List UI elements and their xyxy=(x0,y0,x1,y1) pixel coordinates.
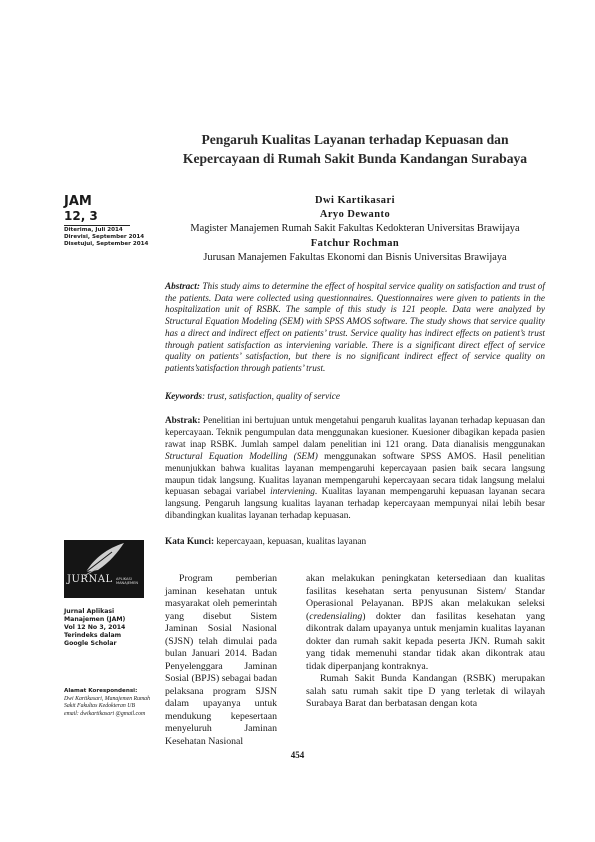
page-number: 454 xyxy=(290,750,305,760)
article-title xyxy=(165,130,545,168)
article-dates xyxy=(64,227,148,249)
author-name: Fatchur Rochman xyxy=(310,237,400,249)
body-term: credensialing xyxy=(309,610,363,622)
journal-index-info xyxy=(64,608,150,648)
keywords-indonesian xyxy=(165,537,545,547)
correspondence-address xyxy=(64,688,150,718)
journal-cover-image xyxy=(64,540,144,598)
correspondence-label: Alamat Korespondensi: xyxy=(64,688,138,694)
abstract-indonesian xyxy=(165,416,545,523)
abstrak-label: Abstrak: xyxy=(165,416,201,426)
feather-quill-icon xyxy=(64,540,144,598)
abstrak-text: . Kualitas layanan mempengaruhi kepuasan layanan secara langsung. Pengaruh langsung kualitas layanan terhadap kepercayaan mempunyai nilai lebih besar dibandingkan kualitas layanan terhadap kepuasan. xyxy=(165,487,545,522)
body-paragraph xyxy=(306,573,545,673)
body-text: akan melakukan peningkatan ketersediaan dan kualitas fasilitas kesehatan serta penyusunan Sistem/ Standar Operasional Pelayanan. BPJS akan melakukan seleksi ( xyxy=(306,573,545,622)
keywords-english xyxy=(165,392,545,402)
cover-brand: JURNAL xyxy=(67,574,113,585)
author-block xyxy=(165,194,545,265)
author-name: Dwi Kartikasari xyxy=(315,195,395,206)
title-line-1: Pengaruh Kualitas Layanan terhadap Kepuasan dan xyxy=(201,132,509,147)
date-revised: Direvisi, September 2014 xyxy=(64,234,145,241)
journal-volume: 12, 3 xyxy=(64,209,130,226)
title-line-2: Kepercayaan di Rumah Sakit Bunda Kandangan Surabaya xyxy=(182,151,528,166)
body-paragraph: Rumah Sakit Bunda Kandangan (RSBK) merupakan salah satu rumah sakit tipe D yang terletak di wilayah Surabaya Barat dan berbatasan dengan kota xyxy=(306,673,545,709)
journal-name: JAM xyxy=(64,194,92,209)
body-column-left xyxy=(165,573,277,748)
cover-subtitle-line: MANAJEMEN xyxy=(116,581,139,586)
author-affiliation: Magister Manajemen Rumah Sakit Fakultas Kedokteran Universitas Brawijaya xyxy=(190,223,520,235)
date-accepted: Disetujui, September 2014 xyxy=(64,241,149,248)
abstrak-text: Penelitian ini bertujuan untuk mengetahui pengaruh kualitas layanan terhadap kepuasan dan kepercayaan. Teknik pengumpulan data menggunakan kuesioner. Kuesioner dibagikan kepada pasien rawat inap RSBK. Jumlah sampel dalam penelitian ini 121 orang. Data dianalisis menggunakan xyxy=(165,416,545,450)
author-name: Aryo Dewanto xyxy=(319,209,391,221)
date-received: Diterima, Juli 2014 xyxy=(64,227,123,233)
kata-kunci-text: kepercayaan, kepuasan, kualitas layanan xyxy=(214,537,367,547)
cover-info-line: Terindeks dalam xyxy=(64,632,122,639)
journal-sidebar xyxy=(64,194,148,249)
cover-info-line: Jurnal Aplikasi xyxy=(64,608,115,615)
keywords-label: Keywords xyxy=(165,392,202,402)
body-column-right xyxy=(306,573,545,711)
cover-info-line: Google Scholar xyxy=(64,640,117,647)
abstrak-interviening-term: interviening xyxy=(270,487,315,498)
cover-subtitle-line: APLIKASI xyxy=(116,577,132,581)
author-affiliation: Jurusan Manajemen Fakultas Ekonomi dan Bisnis Universitas Brawijaya xyxy=(203,251,507,263)
body-text: ) dokter dan fasilitas kesehatan yang dikontrak dalam upayanya untuk menjamin kualitas layanan dokter dan rumah sakit kepada peserta JKN. Rumah sakit yang tidak memenuhi standar tidak akan dikontrak atau tidak diperpanjang kontraknya. xyxy=(306,610,545,672)
abstrak-text: menggunakan software SPSS AMOS. Hasil penelitian menunjukkan bahwa kualitas layanan mempengaruhi kepercayaan pasien baik secara langsung maupun tidak langsung. Kualitas layanan mempengaruhi kepercayaan secara tidak langsung melalui kepuasan sebagai variabel xyxy=(165,451,545,498)
abstract-english xyxy=(165,282,545,376)
abstract-text: This study aims to determine the effect of hospital service quality on satisfaction and trust of the patients. Data were collected using questionnaires. Questionnaires were given to patients in the hospitalization unit of RSBK. The sample of this study is 121 people. Data were analyzed by Structural Equation Modeling (SEM) with SPSS AMOS software. The study shows that service quality has a direct and indirect effect on patients’ trust. Service quality has indirect effects on patient’s trust through patient satisfaction as interviening variable. There is a significant direct effect of service quality on patients’ satisfaction, but there is no significant indirect effect of service quality on patients’satisfaction through patients’ trust. xyxy=(165,282,545,374)
keywords-text: : trust, satisfaction, quality of service xyxy=(202,392,340,402)
body-paragraph: Program pemberian jaminan kesehatan untuk masyarakat oleh pemerintah yang disebut Sistem Jaminan Sosial Nasional (SJSN) telah dimulai pada bulan Januari 2014. Badan Penyelenggara Jaminan Sosial (BPJS) sebagai badan pelaksana program SJSN dalam upayanya untuk mendukung kepesertaan menyeluruh Jaminan Kesehatan Nasional xyxy=(165,573,277,747)
correspondence-text: Dwi Kartikasari, Manajemen Rumah Sakit Fakultas Kedokteran UB email: dwikartikasari @gmail.com xyxy=(64,695,150,717)
abstract-label: Abstract: xyxy=(165,282,200,292)
abstrak-sem-term: Structural Equation Modelling (SEM) xyxy=(165,451,318,462)
cover-subtitle xyxy=(116,577,138,586)
cover-info-line: Vol 12 No 3, 2014 xyxy=(64,624,126,631)
cover-info-line: Manajemen (JAM) xyxy=(64,616,126,623)
kata-kunci-label: Kata Kunci: xyxy=(165,537,215,547)
